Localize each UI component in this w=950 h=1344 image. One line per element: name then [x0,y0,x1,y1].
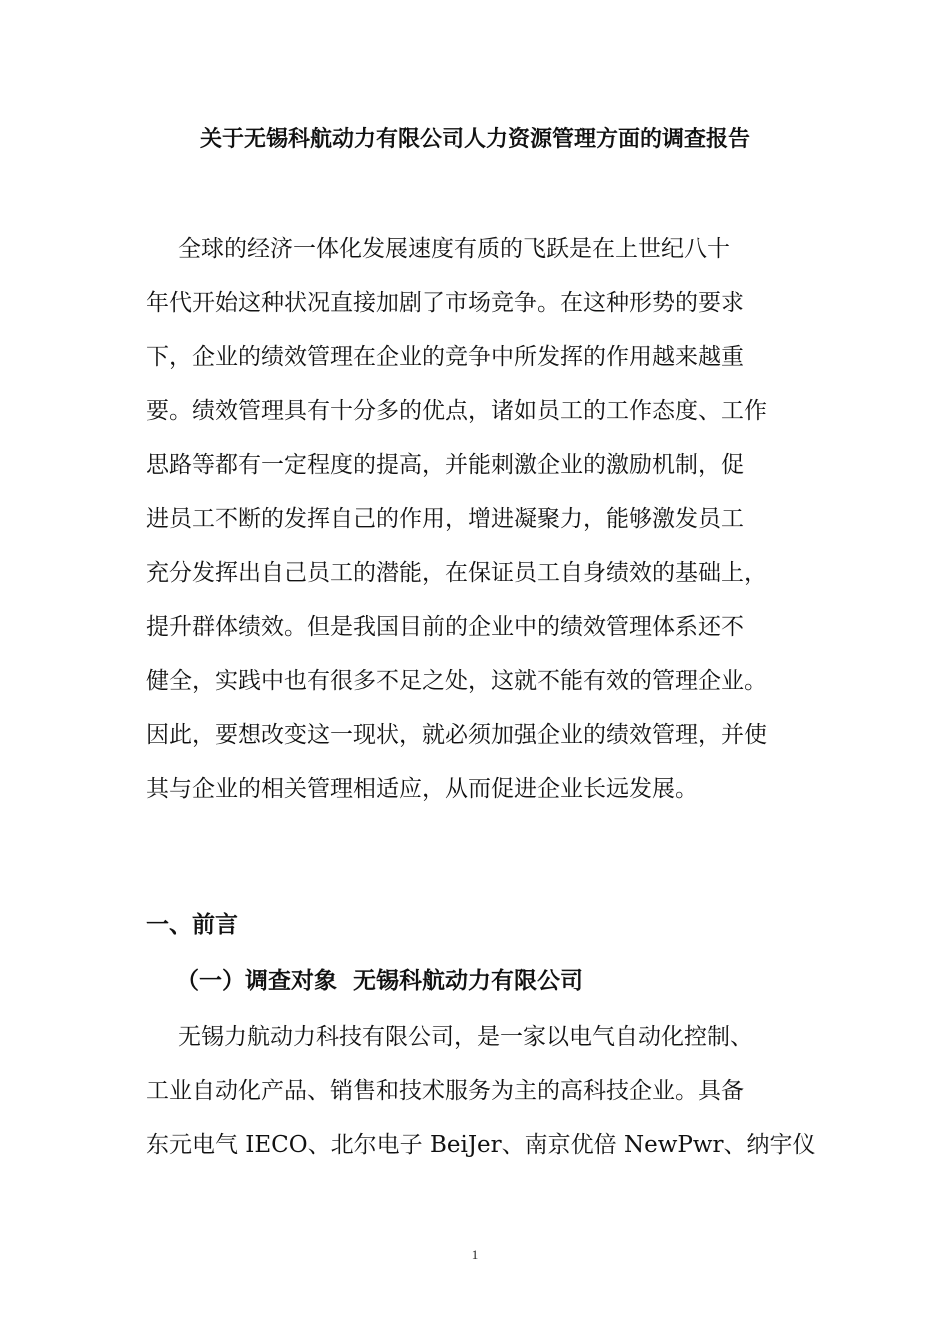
text-line: 因此，要想改变这一现状，就必须加强企业的绩效管理，并使 [146,722,767,748]
section-paragraph [146,1010,816,1172]
subsection-heading [176,956,583,1006]
text-line: 工业自动化产品、销售和技术服务为主的高科技企业。具备 [146,1078,744,1104]
text-line: 进员工不断的发挥自己的作用，增进凝聚力，能够激发员工 [146,506,744,532]
text-line: 下，企业的绩效管理在企业的竞争中所发挥的作用越来越重 [146,344,744,370]
page-number: 1 [471,1247,479,1262]
text-line: 要。绩效管理具有十分多的优点，诸如员工的工作态度、工作 [146,398,767,424]
intro-paragraph [146,222,806,816]
text-line: 无锡力航动力科技有限公司，是一家以电气自动化控制、 [178,1024,753,1050]
text-line: 年代开始这种状况直接加剧了市场竞争。在这种形势的要求 [146,290,744,316]
text-line: 充分发挥出自己员工的潜能，在保证员工自身绩效的基础上， [146,560,767,586]
text-line: 思路等都有一定程度的提高，并能刺激企业的激励机制，促 [146,452,744,478]
text-line: 提升群体绩效。但是我国目前的企业中的绩效管理体系还不 [146,614,744,640]
text-line: 健全，实践中也有很多不足之处，这就不能有效的管理企业。 [146,668,767,694]
subsection-label: （一）调查对象 [176,968,337,994]
subsection-subject: 无锡科航动力有限公司 [353,968,583,994]
text-line: 其与企业的相关管理相适应，从而促进企业长远发展。 [146,776,698,802]
text-line: 东元电气 IECO、北尔电子 BeiJer、南京优倍 NewPwr、纳宇仪 [146,1132,816,1158]
text-line: 全球的经济一体化发展速度有质的飞跃是在上世纪八十 [178,236,730,262]
section-heading: 一、前言 [146,912,238,938]
document-title: 关于无锡科航动力有限公司人力资源管理方面的调查报告 [199,127,750,152]
